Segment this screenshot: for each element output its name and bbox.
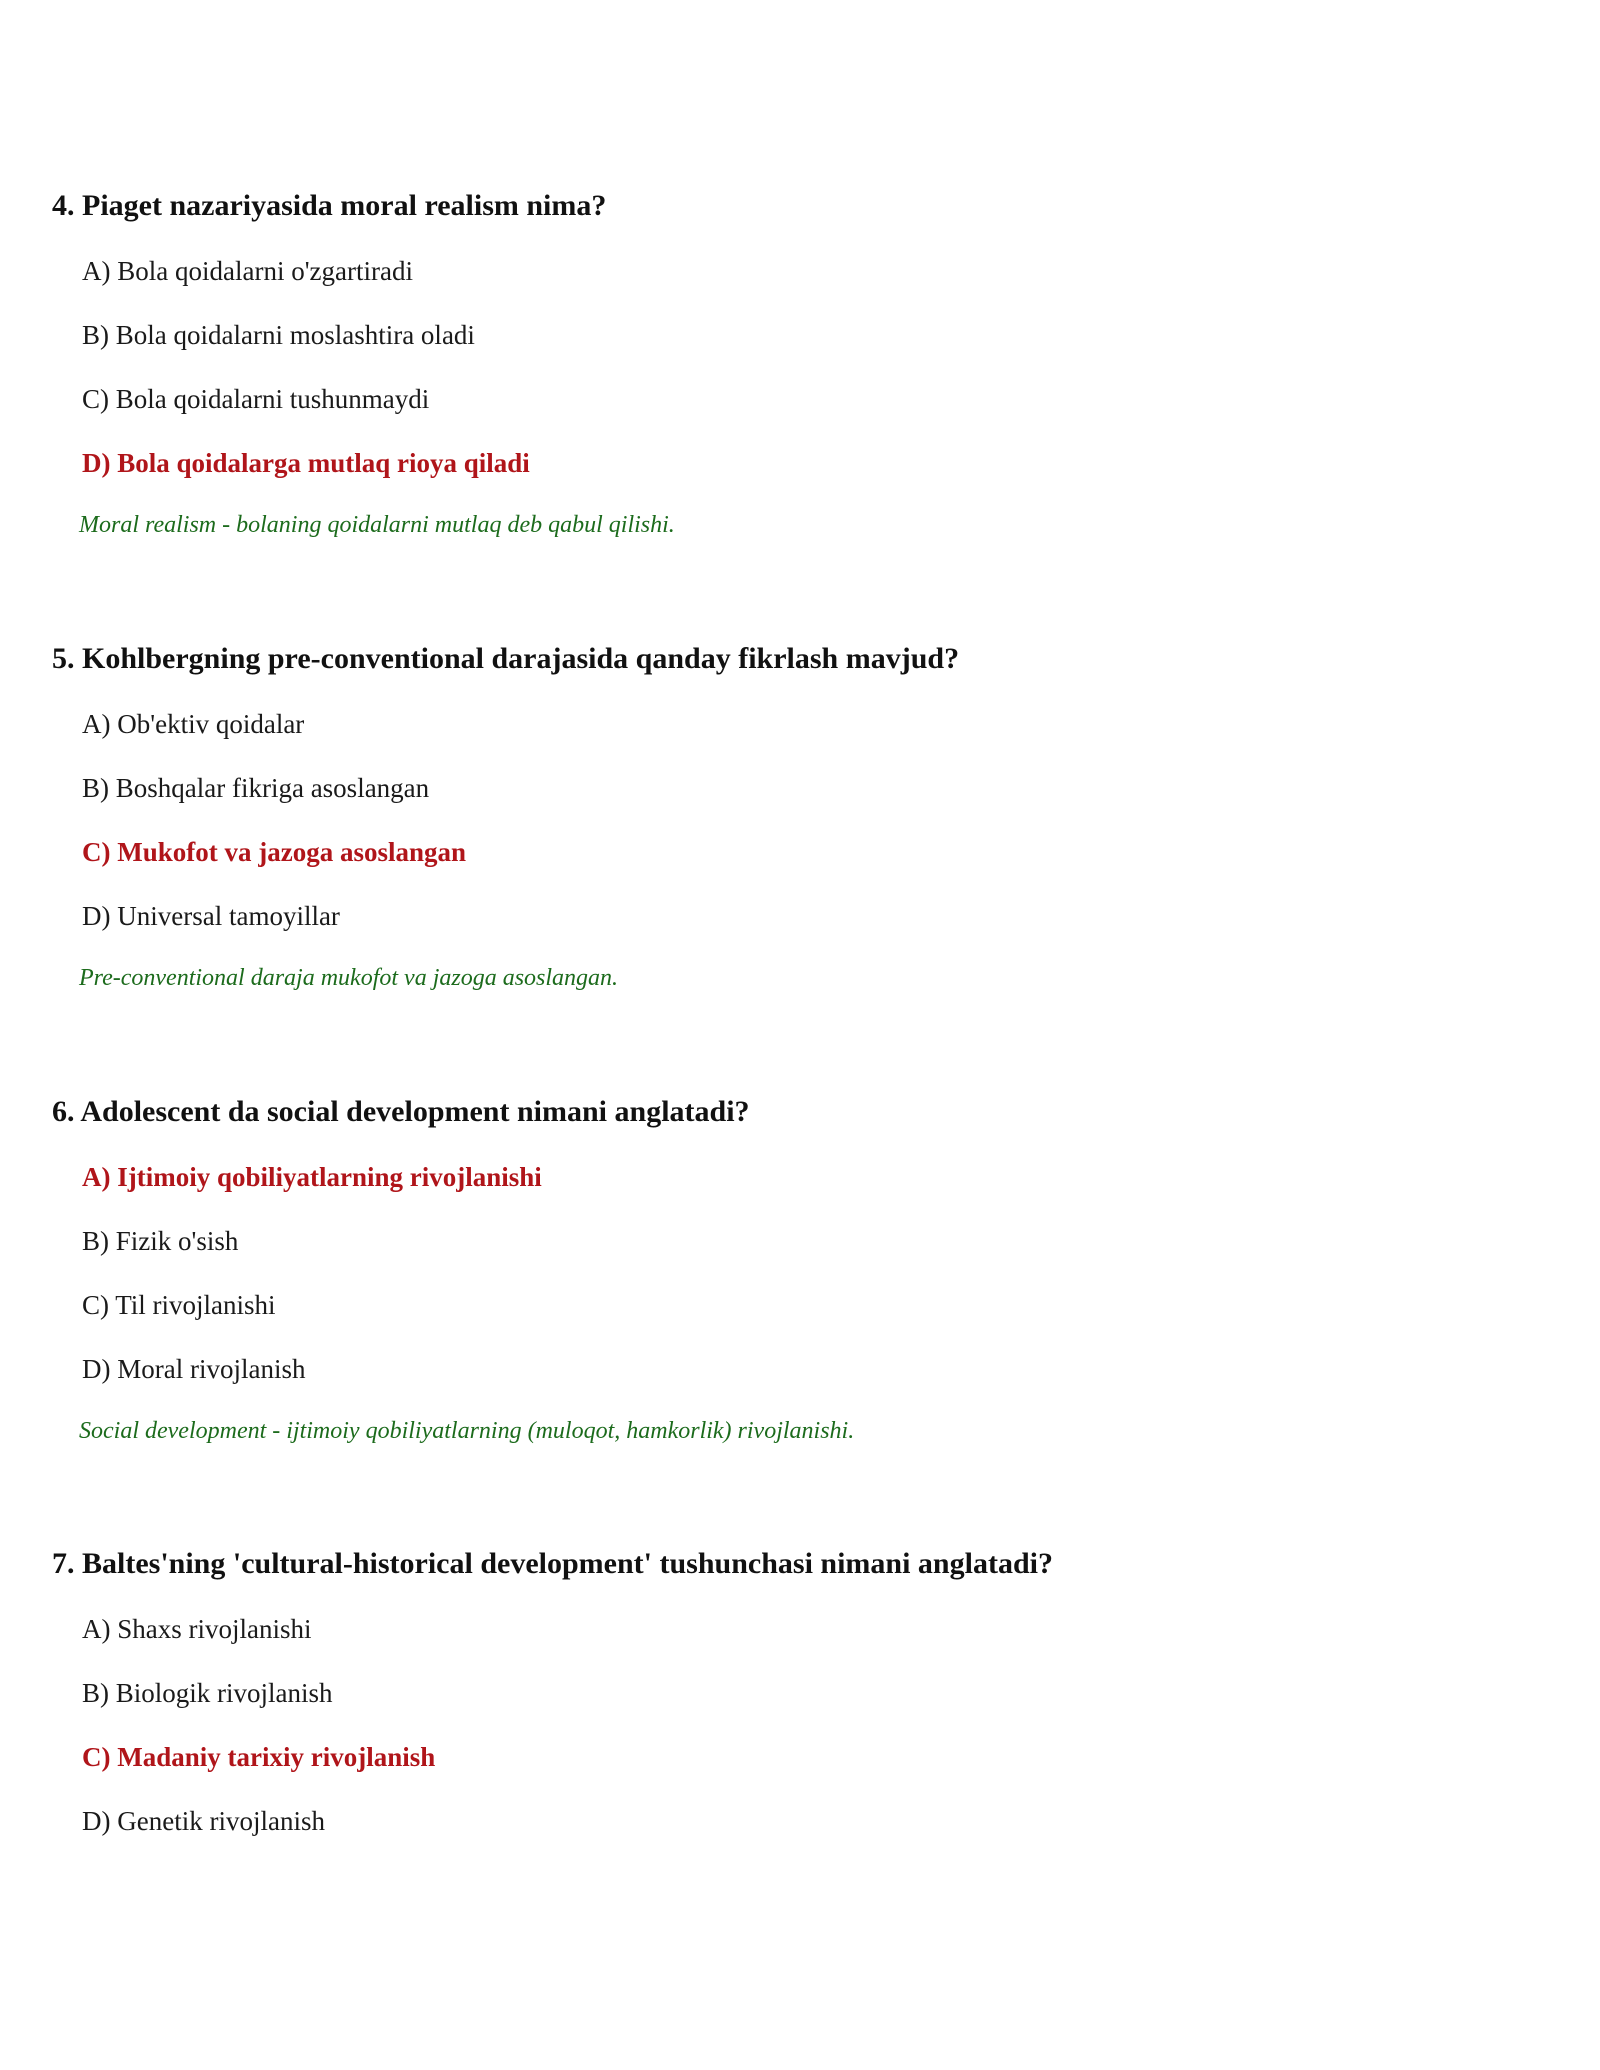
question-6 bbox=[52, 1094, 1552, 1444]
option-d: D) Genetik rivojlanish bbox=[82, 1806, 325, 1836]
question-title: 4. Piaget nazariyasida moral realism nima? bbox=[52, 189, 607, 222]
option-c-correct: C) Madaniy tarixiy rivojlanish bbox=[82, 1742, 436, 1772]
option-c: C) Til rivojlanishi bbox=[82, 1290, 276, 1320]
question-7 bbox=[52, 1546, 1552, 1836]
option-d-correct: D) Bola qoidalarga mutlaq rioya qiladi bbox=[82, 448, 530, 478]
explanation: Pre-conventional daraja mukofot va jazoga asoslangan. bbox=[79, 965, 619, 991]
question-title: 7. Baltes'ning 'cultural-historical development' tushunchasi nimani anglatadi? bbox=[52, 1547, 1053, 1580]
option-b: B) Biologik rivojlanish bbox=[82, 1678, 333, 1708]
option-d: D) Moral rivojlanish bbox=[82, 1354, 306, 1384]
option-b: B) Fizik o'sish bbox=[82, 1226, 239, 1256]
option-a: A) Bola qoidalarni o'zgartiradi bbox=[82, 256, 414, 286]
question-title: 5. Kohlbergning pre-conventional darajasida qanday fikrlash mavjud? bbox=[52, 642, 960, 675]
option-a-correct: A) Ijtimoiy qobiliyatlarning rivojlanishi bbox=[82, 1162, 542, 1192]
question-5 bbox=[52, 641, 1552, 991]
option-a: A) Shaxs rivojlanishi bbox=[82, 1614, 312, 1644]
option-c-correct: C) Mukofot va jazoga asoslangan bbox=[82, 837, 467, 867]
option-c: C) Bola qoidalarni tushunmaydi bbox=[82, 384, 430, 414]
question-title: 6. Adolescent da social development nimani anglatadi? bbox=[52, 1095, 750, 1128]
explanation: Moral realism - bolaning qoidalarni mutlaq deb qabul qilishi. bbox=[79, 512, 675, 538]
option-d: D) Universal tamoyillar bbox=[82, 901, 340, 931]
option-a: A) Ob'ektiv qoidalar bbox=[82, 709, 305, 739]
explanation: Social development - ijtimoiy qobiliyatlarning (muloqot, hamkorlik) rivojlanishi. bbox=[79, 1418, 855, 1444]
option-b: B) Boshqalar fikriga asoslangan bbox=[82, 773, 430, 803]
question-4 bbox=[52, 188, 1552, 538]
option-b: B) Bola qoidalarni moslashtira oladi bbox=[82, 320, 475, 350]
